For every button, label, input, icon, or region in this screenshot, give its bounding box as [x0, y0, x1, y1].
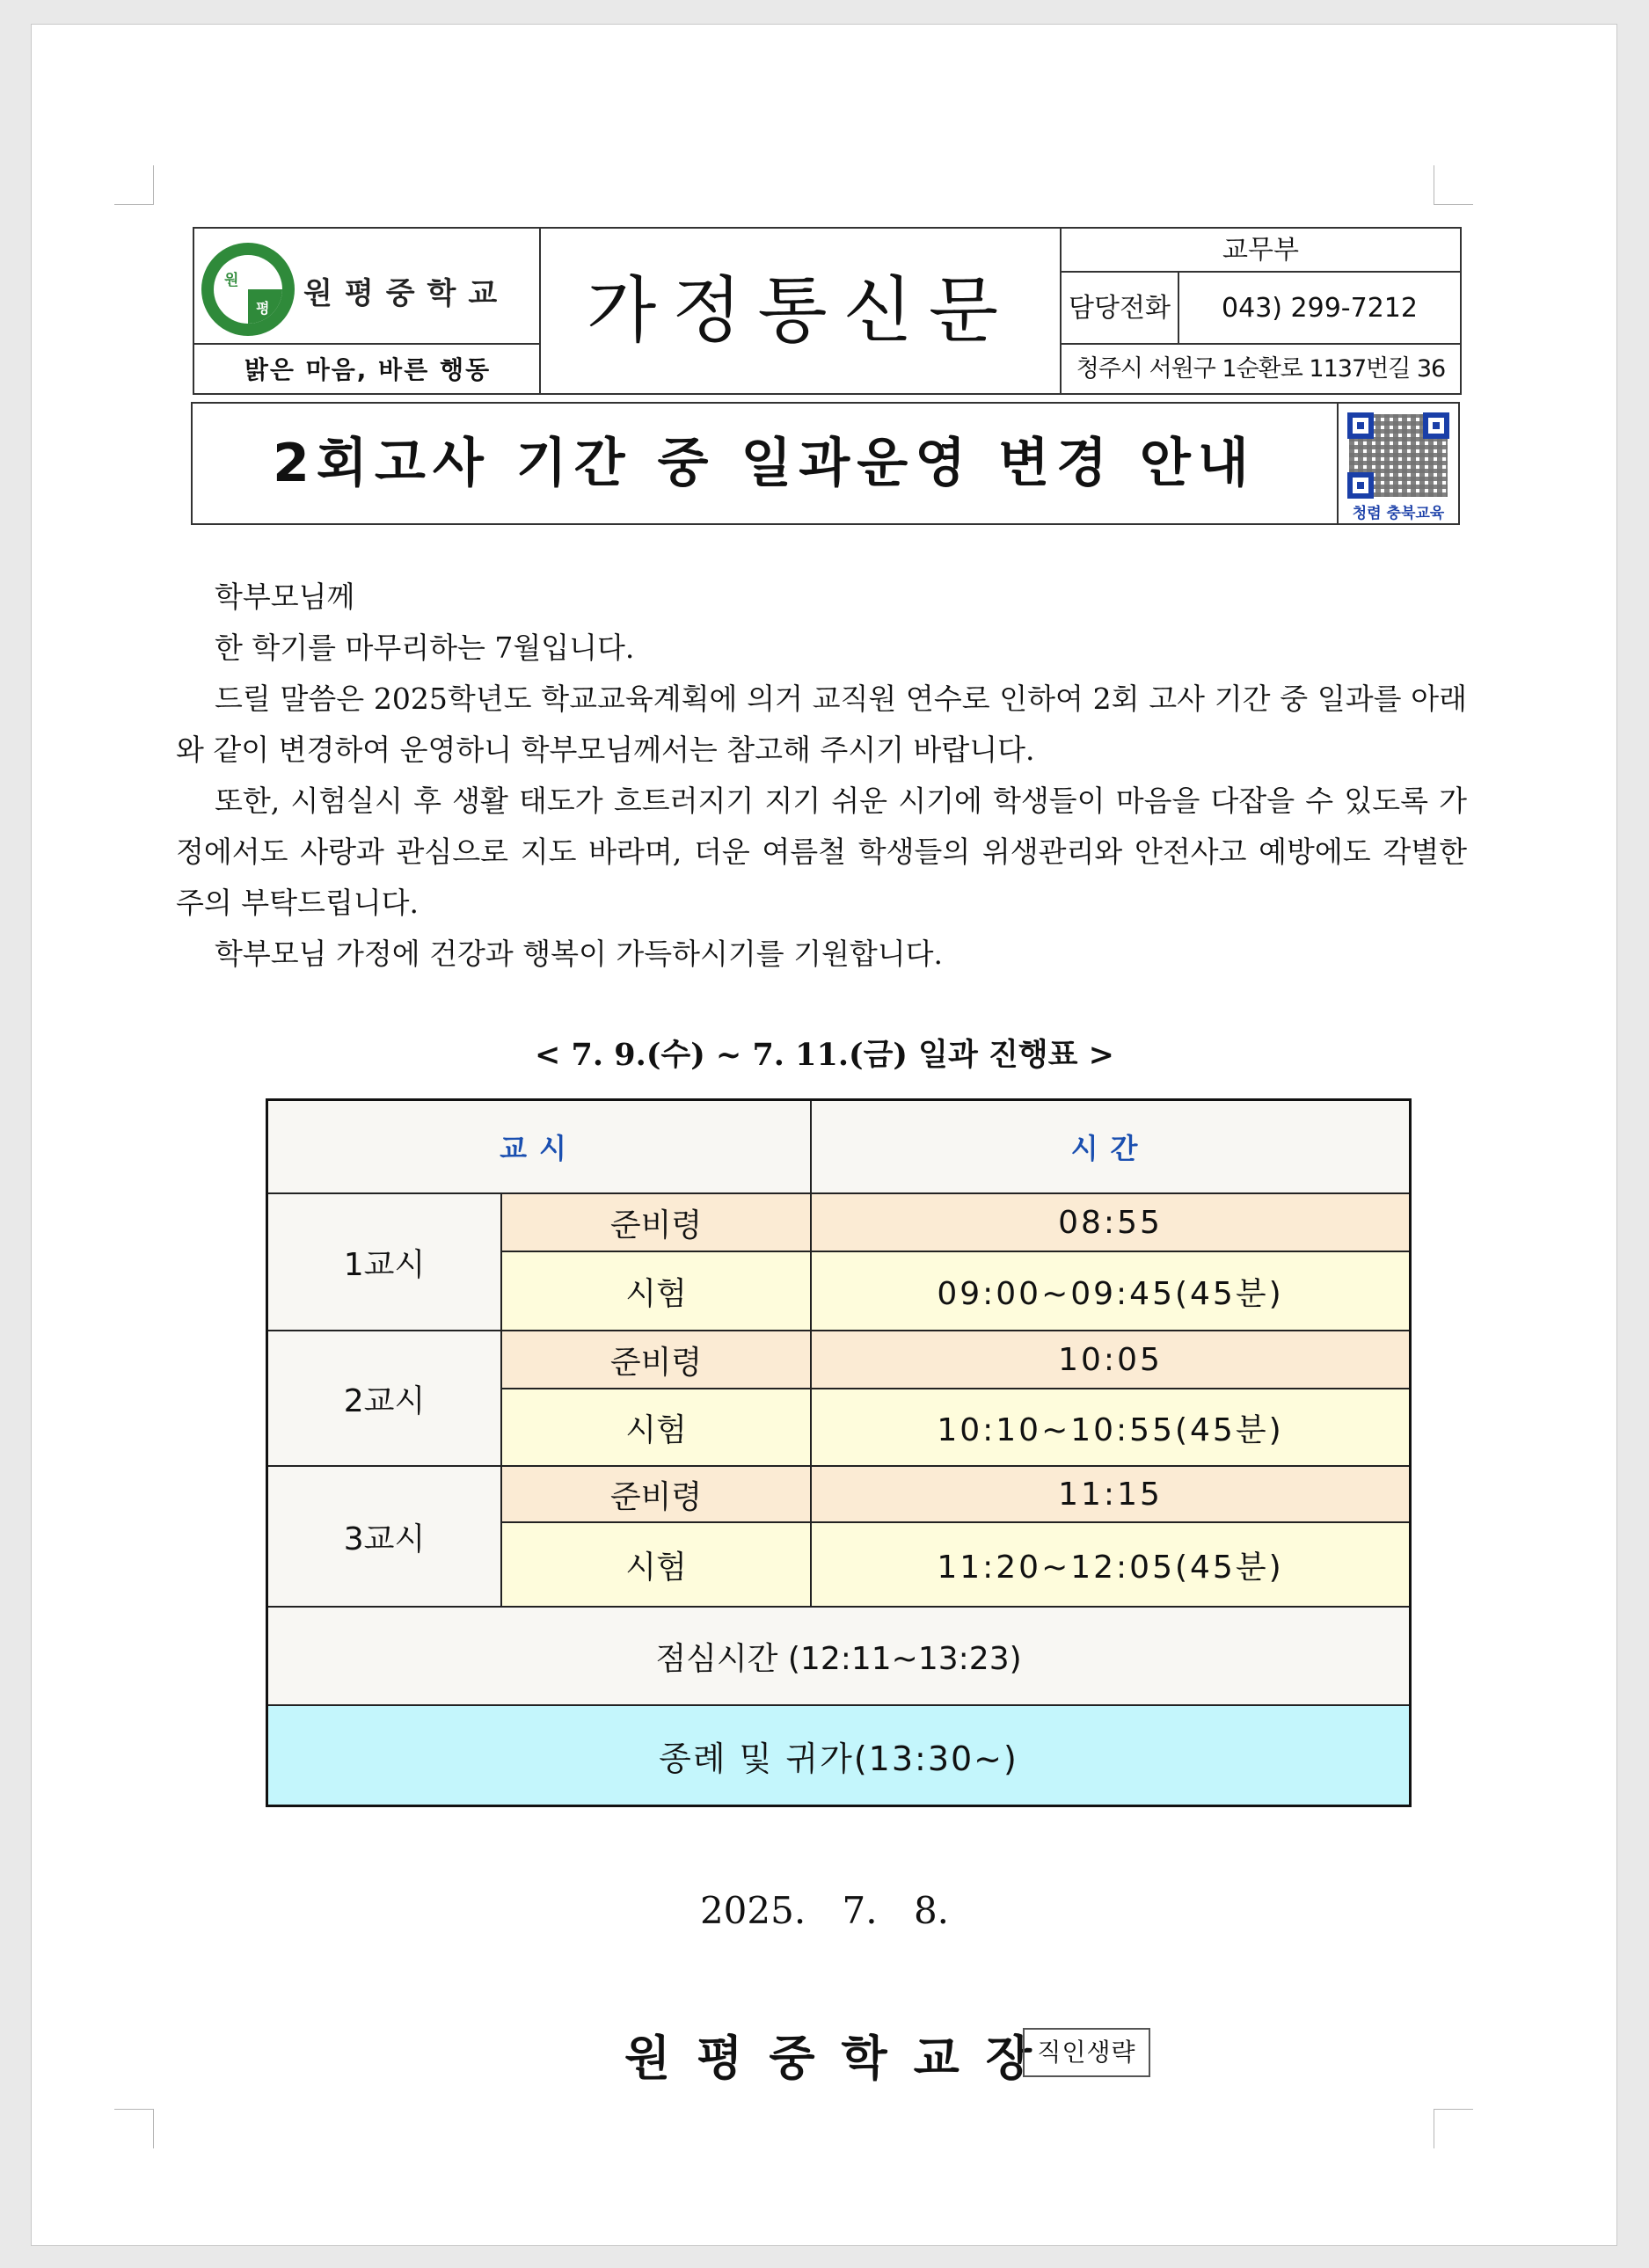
schedule-table: [266, 1098, 1412, 1807]
logo-cell: [194, 229, 541, 393]
period-2: 2교시: [268, 1331, 502, 1467]
principal-signature: 원평중학교장: [624, 2030, 1058, 2086]
phone-label: 담당전화: [1062, 273, 1179, 345]
crop-mark-top-right: [1434, 165, 1473, 205]
crop-mark-bottom-left: [114, 2109, 154, 2148]
logo-area: [194, 229, 541, 345]
schedule-title: < 7. 9.(수) ~ 7. 11.(금) 일과 진행표 >: [535, 1037, 1114, 1073]
period-3-exam-time: 11:20~12:05(45분): [812, 1523, 1409, 1608]
department: 교무부: [1062, 229, 1460, 273]
period-3-prep-label: 준비령: [502, 1467, 812, 1523]
period-1-exam-time: 09:00~09:45(45분): [812, 1252, 1409, 1331]
contact-info: [1062, 229, 1460, 393]
period-1-prep-time: 08:55: [812, 1194, 1409, 1252]
period-1: 1교시: [268, 1194, 502, 1331]
paragraph-2: 드릴 말씀은 2025학년도 학교교육계획에 의거 교직원 연수로 인하여 2회 고사 기간 중 일과를 아래와 같이 변경하여 운영하니 학부모님께서는 참고해 주시기 바랍니다.: [176, 682, 1467, 767]
period-2-exam-time: 10:10~10:55(45분): [812, 1389, 1409, 1467]
school-name: 원평중학교: [303, 276, 510, 311]
newsletter-title: 가정통신문: [541, 229, 1062, 393]
dismissal-time: 종례 및 귀가(13:30~): [268, 1706, 1409, 1805]
period-3-exam-label: 시험: [502, 1523, 812, 1608]
school-motto: 밝은 마음, 바른 행동: [244, 355, 492, 384]
crop-mark-top-left: [114, 165, 154, 205]
header-time: 시간: [812, 1101, 1409, 1194]
period-2-exam-label: 시험: [502, 1389, 812, 1467]
letter-header: [193, 227, 1462, 395]
paragraph-3: 또한, 시험실시 후 생활 태도가 흐트러지기 지기 쉬운 시기에 학생들이 마음을 다잡을 수 있도록 가정에서도 사랑과 관심으로 지도 바라며, 더운 여름철 학생들의 위생관리와 안전사고 예방에도 각별한 주의 부탁드립니다.: [176, 784, 1467, 920]
paragraph-1: 한 학기를 마무리하는 7월입니다.: [215, 631, 635, 665]
phone-number: 043) 299-7212: [1179, 273, 1460, 345]
school-logo-icon: [201, 243, 295, 336]
logo-char-1: 원: [224, 272, 239, 289]
lunch-time: 점심시간 (12:11~13:23): [268, 1608, 1409, 1706]
period-1-exam-label: 시험: [502, 1252, 812, 1331]
period-3-prep-time: 11:15: [812, 1467, 1409, 1523]
period-2-prep-label: 준비령: [502, 1331, 812, 1389]
school-address: 청주시 서원구 1순환로 1137번길 36: [1076, 355, 1446, 383]
crop-mark-bottom-right: [1434, 2109, 1473, 2148]
seal-omitted-stamp: 직인생략: [1023, 2028, 1150, 2077]
greeting: 학부모님께: [215, 580, 355, 614]
header-period: 교시: [268, 1101, 812, 1194]
qr-label: 청렴 충북교육: [1352, 505, 1445, 522]
period-1-prep-label: 준비령: [502, 1194, 812, 1252]
logo-char-2: 평: [256, 300, 270, 317]
period-3: 3교시: [268, 1467, 502, 1608]
paragraph-4: 학부모님 가정에 건강과 행복이 가득하시기를 기원합니다.: [215, 937, 944, 971]
letter-body: [176, 572, 1467, 980]
qr-code-icon[interactable]: [1337, 404, 1458, 523]
subject-box: [191, 402, 1460, 525]
subject-title: 2회고사 기간 중 일과운영 변경 안내: [273, 433, 1256, 494]
issue-date: 2025. 7. 8.: [699, 1889, 950, 1932]
period-2-prep-time: 10:05: [812, 1331, 1409, 1389]
